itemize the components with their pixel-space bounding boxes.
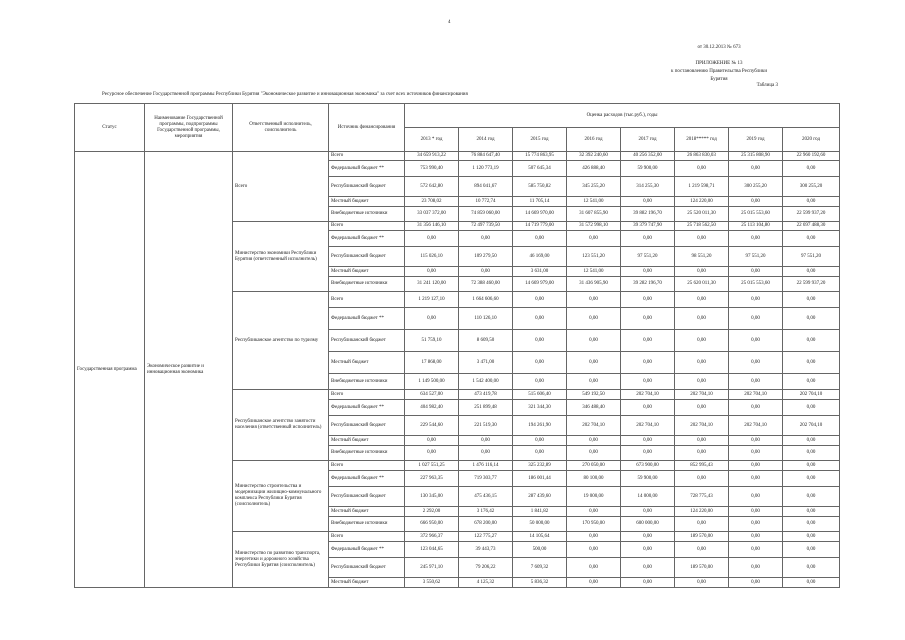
value-cell: 0,00 [675,161,729,177]
value-cell: 0,00 [675,517,729,532]
value-cell: 10 772,74 [459,197,513,207]
value-cell: 0,00 [783,161,840,177]
value-cell: 39 443,73 [459,542,513,558]
source-cell: Внебюджетные источники [329,517,405,532]
value-cell: 1 219 598,71 [675,177,729,197]
source-cell: Республиканский бюджет [329,487,405,507]
value-cell: 678 200,00 [459,517,513,532]
value-cell: 321 344,30 [513,400,567,416]
value-cell: 0,00 [783,231,840,247]
source-cell: Местный бюджет [329,507,405,517]
value-cell: 0,00 [729,471,783,487]
table-label: Таблица 3 [756,83,778,88]
value-cell: 123 044,65 [405,542,459,558]
source-cell: Внебюджетные источники [329,374,405,390]
value-cell: 14 669 979,00 [513,277,567,292]
value-cell: 31 607 855,90 [567,207,621,222]
value-cell: 300 255,20 [729,177,783,197]
value-cell: 0,00 [405,446,459,461]
value-cell: 33 037 372,00 [405,207,459,222]
value-cell: 0,00 [675,542,729,558]
value-cell: 202 704,10 [729,390,783,400]
value-cell: 31 572 998,10 [567,222,621,231]
value-cell: 189 570,00 [675,532,729,542]
value-cell: 0,00 [621,374,675,390]
value-cell: 79 206,22 [459,558,513,578]
source-cell: Федеральный бюджет ** [329,308,405,330]
value-cell: 0,00 [729,267,783,277]
source-cell: Внебюджетные источники [329,277,405,292]
value-cell: 0,00 [567,231,621,247]
value-cell: 46 169,00 [513,247,567,267]
col-year: 2014 год [459,128,513,152]
value-cell: 0,00 [729,542,783,558]
source-cell: Республиканский бюджет [329,177,405,197]
value-cell: 0,00 [729,507,783,517]
col-year: 2015 год [513,128,567,152]
value-cell: 0,00 [621,308,675,330]
value-cell: 110 126,10 [459,308,513,330]
value-cell: 22 697 488,30 [783,222,840,231]
value-cell: 0,00 [513,308,567,330]
source-cell: Республиканский бюджет [329,416,405,436]
value-cell: 25 015 553,60 [729,207,783,222]
value-cell: 14 719 779,00 [513,222,567,231]
value-cell: 0,00 [513,231,567,247]
value-cell: 0,00 [783,487,840,507]
value-cell: 202 704,10 [729,416,783,436]
value-cell: 0,00 [459,436,513,446]
value-cell: 124 220,00 [675,507,729,517]
value-cell: 0,00 [675,352,729,374]
value-cell: 0,00 [513,436,567,446]
value-cell: 0,00 [567,446,621,461]
value-cell: 0,00 [783,352,840,374]
col-source: Источник финансирования [329,104,405,152]
value-cell: 346 488,40 [567,400,621,416]
value-cell: 0,00 [783,267,840,277]
value-cell: 0,00 [621,542,675,558]
value-cell: 1 149 500,00 [405,374,459,390]
value-cell: 7 609,32 [513,558,567,578]
executor-cell: Республиканское агентство занятости населения (ответственный исполнитель) [233,390,329,461]
source-cell: Местный бюджет [329,578,405,588]
col-year: 2020 год [783,128,840,152]
value-cell: 0,00 [621,532,675,542]
value-cell: 80 100,00 [567,471,621,487]
value-cell: 2 292,00 [405,507,459,517]
value-cell: 0,00 [783,400,840,416]
value-cell: 1 219 127,10 [405,292,459,308]
source-cell: Местный бюджет [329,436,405,446]
value-cell: 51 759,10 [405,330,459,352]
value-cell: 0,00 [675,330,729,352]
value-cell: 372 966,37 [405,532,459,542]
value-cell: 97 551,20 [729,247,783,267]
value-cell: 270 050,00 [567,461,621,471]
value-cell: 40 256 352,00 [621,152,675,161]
value-cell: 3 176,42 [459,507,513,517]
program-name: Экономическое развитие и инновационная экономика [145,152,233,588]
executor-cell: Министерство по развитию транспорта, энергетики и дорожного хозяйства Республики Бурятия (соисполнитель) [233,532,329,588]
value-cell: 475 436,15 [459,487,513,507]
value-cell: 0,00 [621,330,675,352]
col-estimate: Оценка расходов (тыс.руб.), годы [405,104,840,128]
value-cell: 0,00 [621,446,675,461]
value-cell: 202 704,10 [783,390,840,400]
value-cell: 25 718 562,50 [675,222,729,231]
value-cell: 0,00 [621,507,675,517]
value-cell: 0,00 [729,197,783,207]
table-row [75,152,840,161]
source-cell: Всего [329,532,405,542]
value-cell: 585 750,82 [513,177,567,197]
value-cell: 572 642,80 [405,177,459,197]
value-cell: 0,00 [459,231,513,247]
value-cell: 22 599 937,20 [783,207,840,222]
value-cell: 31 356 146,10 [405,222,459,231]
value-cell: 50 000,00 [513,517,567,532]
appendix-decree: к постановлению Правительства Республики [671,69,767,74]
value-cell: 25 113 104,80 [729,222,783,231]
source-cell: Местный бюджет [329,267,405,277]
value-cell: 0,00 [405,436,459,446]
value-cell: 26 863 830,03 [675,152,729,161]
value-cell: 0,00 [783,542,840,558]
value-cell: 0,00 [513,330,567,352]
value-cell: 0,00 [783,578,840,588]
value-cell: 728 775,43 [675,487,729,507]
value-cell: 202 704,10 [675,416,729,436]
value-cell: 25 015 553,60 [729,277,783,292]
value-cell: 14 000,00 [621,487,675,507]
value-cell: 0,00 [513,292,567,308]
value-cell: 98 551,20 [675,247,729,267]
value-cell: 0,00 [729,231,783,247]
value-cell: 0,00 [783,517,840,532]
value-cell: 0,00 [729,352,783,374]
value-cell: 0,00 [567,330,621,352]
value-cell: 25 520 011,30 [675,207,729,222]
value-cell: 345 255,20 [567,177,621,197]
executor-cell: Министерство экономики Республики Бурятия (ответственный исполнитель) [233,222,329,292]
source-cell: Всего [329,222,405,231]
appendix-title: ПРИЛОЖЕНИЕ № 13 [695,61,743,66]
col-year: 2019 год [729,128,783,152]
value-cell: 0,00 [459,446,513,461]
value-cell: 0,00 [567,558,621,578]
value-cell: 202 704,10 [783,416,840,436]
executor-cell: Министерство строительства и модернизации жилищно-коммунального комплекса Республики Бурятия (соисполнитель) [233,461,329,532]
value-cell: 32 392 240,60 [567,152,621,161]
value-cell: 500,00 [513,542,567,558]
value-cell: 0,00 [783,507,840,517]
value-cell: 14 669 970,00 [513,207,567,222]
source-cell: Республиканский бюджет [329,558,405,578]
value-cell: 600 000,00 [621,517,675,532]
value-cell: 0,00 [783,197,840,207]
source-cell: Внебюджетные источники [329,207,405,222]
source-cell: Федеральный бюджет ** [329,231,405,247]
value-cell: 0,00 [729,400,783,416]
value-cell: 17 868,00 [405,352,459,374]
value-cell: 221 519,30 [459,416,513,436]
value-cell: 0,00 [567,542,621,558]
value-cell: 0,00 [729,161,783,177]
value-cell: 0,00 [405,267,459,277]
value-cell: 404 982,40 [405,400,459,416]
value-cell: 719 303,77 [459,471,513,487]
source-cell: Всего [329,152,405,161]
value-cell: 0,00 [621,292,675,308]
value-cell: 0,00 [567,352,621,374]
value-cell: 0,00 [567,308,621,330]
value-cell: 0,00 [729,374,783,390]
value-cell: 194 261,90 [513,416,567,436]
value-cell: 666 950,00 [405,517,459,532]
value-cell: 0,00 [675,446,729,461]
col-year: 2018***** год [675,128,729,152]
value-cell: 894 041,67 [459,177,513,197]
value-cell: 0,00 [513,374,567,390]
value-cell: 109 279,50 [459,247,513,267]
value-cell: 0,00 [783,446,840,461]
value-cell: 287 439,60 [513,487,567,507]
value-cell: 0,00 [621,197,675,207]
value-cell: 22 960 192,60 [783,152,840,161]
source-cell: Федеральный бюджет ** [329,400,405,416]
value-cell: 39 282 196,70 [621,277,675,292]
value-cell: 3 471,00 [459,352,513,374]
value-cell: 8 609,50 [459,330,513,352]
value-cell: 0,00 [729,436,783,446]
value-cell: 0,00 [729,330,783,352]
value-cell: 251 899,48 [459,400,513,416]
value-cell: 1 476 116,14 [459,461,513,471]
value-cell: 0,00 [783,558,840,578]
value-cell: 0,00 [783,374,840,390]
value-cell: 0,00 [405,231,459,247]
value-cell: 0,00 [621,400,675,416]
appendix-header [671,44,767,84]
header-row-1 [75,104,840,128]
value-cell: 0,00 [729,308,783,330]
value-cell: 130 345,00 [405,487,459,507]
value-cell: 3 550,62 [405,578,459,588]
col-status: Статус [75,104,145,152]
value-cell: 59 900,00 [621,471,675,487]
value-cell: 245 971,10 [405,558,459,578]
value-cell: 753 990,40 [405,161,459,177]
value-cell: 202 704,10 [567,416,621,436]
value-cell: 227 963,35 [405,471,459,487]
value-cell: 202 704,10 [675,390,729,400]
value-cell: 72 388 460,00 [459,277,513,292]
value-cell: 426 888,40 [567,161,621,177]
value-cell: 202 704,10 [621,390,675,400]
value-cell: 0,00 [729,292,783,308]
source-cell: Внебюджетные источники [329,446,405,461]
value-cell: 0,00 [729,517,783,532]
document-title: Ресурсное обеспечение Государственной программы Республики Бурятия "Экономическое развитие и инновационная экономика" за счет всех источников финансирования [102,92,468,97]
value-cell: 124 220,00 [675,197,729,207]
value-cell: 11 705,14 [513,197,567,207]
value-cell: 25 315 808,90 [729,152,783,161]
resource-table [74,103,840,588]
value-cell: 0,00 [783,292,840,308]
value-cell: 0,00 [675,231,729,247]
value-cell: 39 882 196,70 [621,207,675,222]
value-cell: 0,00 [729,578,783,588]
value-cell: 0,00 [567,532,621,542]
value-cell: 325 232,89 [513,461,567,471]
value-cell: 1 841,82 [513,507,567,517]
value-cell: 15 774 863,95 [513,152,567,161]
value-cell: 0,00 [729,532,783,542]
value-cell: 0,00 [621,558,675,578]
value-cell: 19 000,00 [567,487,621,507]
value-cell: 202 704,10 [621,416,675,436]
value-cell: 170 950,00 [567,517,621,532]
source-cell: Местный бюджет [329,352,405,374]
value-cell: 31 436 905,90 [567,277,621,292]
value-cell: 515 606,40 [513,390,567,400]
value-cell: 4 125,32 [459,578,513,588]
value-cell: 12 541,00 [567,267,621,277]
value-cell: 74 859 060,00 [459,207,513,222]
value-cell: 1 542 400,00 [459,374,513,390]
source-cell: Федеральный бюджет ** [329,542,405,558]
col-year: 2013 * год [405,128,459,152]
executor-cell: Республиканское агентство по туризму [233,292,329,390]
source-cell: Республиканский бюджет [329,330,405,352]
value-cell: 59 900,00 [621,161,675,177]
value-cell: 634 527,00 [405,390,459,400]
value-cell: 0,00 [783,308,840,330]
value-cell: 0,00 [729,558,783,578]
value-cell: 0,00 [675,308,729,330]
value-cell: 0,00 [675,267,729,277]
value-cell: 0,00 [783,471,840,487]
value-cell: 852 995,43 [675,461,729,471]
value-cell: 0,00 [729,487,783,507]
value-cell: 0,00 [621,578,675,588]
value-cell: 123 551,20 [567,247,621,267]
value-cell: 14 105,64 [513,532,567,542]
value-cell: 314 255,30 [621,177,675,197]
value-cell: 0,00 [675,374,729,390]
value-cell: 0,00 [567,292,621,308]
value-cell: 115 026,10 [405,247,459,267]
value-cell: 0,00 [513,446,567,461]
source-cell: Всего [329,461,405,471]
value-cell: 0,00 [405,308,459,330]
value-cell: 1 120 773,19 [459,161,513,177]
value-cell: 97 551,20 [621,247,675,267]
value-cell: 22 599 937,20 [783,277,840,292]
value-cell: 0,00 [567,436,621,446]
value-cell: 673 900,00 [621,461,675,471]
value-cell: 0,00 [621,436,675,446]
value-cell: 0,00 [621,267,675,277]
value-cell: 0,00 [729,446,783,461]
value-cell: 0,00 [567,507,621,517]
source-cell: Всего [329,390,405,400]
value-cell: 97 551,20 [783,247,840,267]
value-cell: 300 255,20 [783,177,840,197]
value-cell: 186 001,44 [513,471,567,487]
value-cell: 0,00 [675,471,729,487]
value-cell: 31 241 120,00 [405,277,459,292]
value-cell: 122 775,27 [459,532,513,542]
value-cell: 0,00 [513,352,567,374]
value-cell: 0,00 [675,436,729,446]
col-executor: Ответственный исполнитель, соисполнитель [233,104,329,152]
appendix-region: Бурятия [710,77,728,82]
value-cell: 39 379 747,90 [621,222,675,231]
source-cell: Федеральный бюджет ** [329,161,405,177]
value-cell: 0,00 [567,578,621,588]
value-cell: 0,00 [567,374,621,390]
col-name: Наименование Государственной программы, подпрограммы Государственной программы, мероприятия [145,104,233,152]
value-cell: 549 192,50 [567,390,621,400]
source-cell: Местный бюджет [329,197,405,207]
source-cell: Республиканский бюджет [329,247,405,267]
value-cell: 1 027 551,25 [405,461,459,471]
value-cell: 0,00 [783,532,840,542]
value-cell: 189 570,00 [675,558,729,578]
col-year: 2017 год [621,128,675,152]
value-cell: 0,00 [729,461,783,471]
value-cell: 72 497 739,50 [459,222,513,231]
source-cell: Федеральный бюджет ** [329,471,405,487]
value-cell: 0,00 [783,436,840,446]
value-cell: 473 419,78 [459,390,513,400]
executor-cell: Всего [233,152,329,222]
value-cell: 0,00 [621,352,675,374]
value-cell: 229 544,60 [405,416,459,436]
value-cell: 0,00 [621,231,675,247]
value-cell: 0,00 [783,461,840,471]
source-cell: Всего [329,292,405,308]
value-cell: 3 631,00 [513,267,567,277]
value-cell: 0,00 [783,330,840,352]
value-cell: 25 620 011,30 [675,277,729,292]
value-cell: 34 659 913,22 [405,152,459,161]
value-cell: 5 836,32 [513,578,567,588]
value-cell: 76 884 647,40 [459,152,513,161]
value-cell: 0,00 [675,400,729,416]
value-cell: 0,00 [675,292,729,308]
value-cell: 0,00 [675,578,729,588]
page-number: 4 [448,20,451,25]
value-cell: 1 664 606,60 [459,292,513,308]
value-cell: 507 645,34 [513,161,567,177]
value-cell: 12 541,00 [567,197,621,207]
col-year: 2016 год [567,128,621,152]
program-status: Государственная программа [75,152,145,588]
value-cell: 0,00 [459,267,513,277]
appendix-ref: от 30.12.2013 № 673 [697,45,741,50]
value-cell: 23 708,02 [405,197,459,207]
